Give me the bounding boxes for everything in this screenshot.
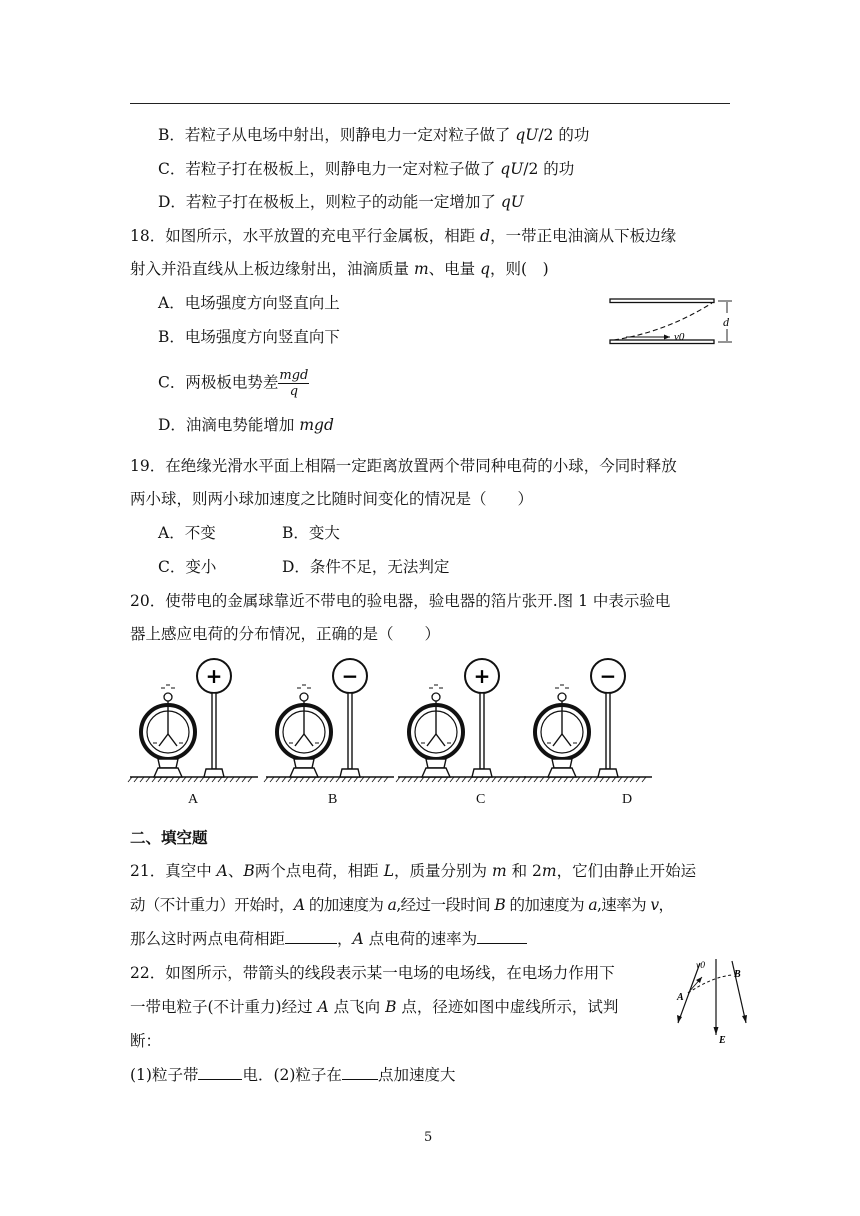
q22-stem-line1: 22．如图所示，带箭头的线段表示某一电场的电场线，在电场力作用下 bbox=[130, 964, 615, 982]
q18-stem-line2: 射入并沿直线从上板边缘射出，油滴质量 m、电量 q，则( ) bbox=[130, 260, 549, 278]
electroscope-base bbox=[422, 768, 450, 777]
q18-option-b: B．电场强度方向竖直向下 bbox=[158, 328, 340, 346]
q18-option-c: C．两极板电势差 $\frac{\text{mgd}}{q}$ bbox=[158, 368, 309, 399]
mgd-over-q-fraction: $\frac{\text{mgd}}{q}$ bbox=[279, 368, 309, 399]
electroscope-neck bbox=[294, 759, 314, 768]
point-b-label: B bbox=[734, 969, 741, 980]
electroscope-b bbox=[264, 659, 394, 782]
q18-stem-line1: 18．如图所示，水平放置的充电平行金属板，相距 d，一带正电油滴从下板边缘 bbox=[130, 227, 677, 245]
electroscope-knob bbox=[558, 693, 566, 701]
electroscope-neck bbox=[426, 759, 446, 768]
rod-base bbox=[598, 769, 618, 777]
electroscope-base bbox=[548, 768, 576, 777]
ball-charge-sign: − bbox=[599, 664, 617, 688]
answer-blank-speed[interactable] bbox=[477, 929, 527, 944]
insulating-rod bbox=[348, 693, 352, 769]
leaf-left bbox=[553, 734, 562, 746]
point-a-label: A bbox=[677, 992, 684, 1003]
electroscope-c bbox=[396, 659, 526, 782]
q22-stem-line4: (1)粒子带 电．(2)粒子在 点加速度大 bbox=[130, 1066, 456, 1084]
q19-option-c: C．变小 bbox=[158, 558, 217, 576]
q17-option-c: C．若粒子打在极板上，则静电力一定对粒子做了 qU/2 的功 bbox=[158, 160, 575, 178]
leaf-right bbox=[304, 734, 313, 746]
insulating-rod bbox=[606, 693, 610, 769]
answer-blank-distance[interactable] bbox=[285, 929, 337, 944]
leaf-left bbox=[295, 734, 304, 746]
q19-option-a: A．不变 bbox=[158, 524, 216, 542]
ball-charge-sign: + bbox=[473, 664, 491, 688]
insulating-rod bbox=[480, 693, 484, 769]
q18-option-d: D．油滴电势能增加 mgd bbox=[158, 416, 334, 434]
q19-stem-line2: 两小球，则两小球加速度之比随时间变化的情况是（ ） bbox=[130, 490, 534, 508]
header-rule bbox=[130, 103, 730, 104]
ball-charge-sign: + bbox=[205, 664, 223, 688]
rod-base bbox=[472, 769, 492, 777]
electroscope-d bbox=[522, 659, 652, 782]
v0-label: v0 bbox=[696, 961, 705, 971]
q20-stem-line1: 20．使带电的金属球靠近不带电的验电器，验电器的箔片张开.图 1 中表示验电 bbox=[130, 592, 671, 610]
ball-charge-sign: − bbox=[341, 664, 359, 688]
electroscope-neck bbox=[552, 759, 572, 768]
electroscope-figures bbox=[128, 652, 748, 782]
d-label: d bbox=[723, 315, 729, 329]
q17-option-d: D．若粒子打在极板上，则粒子的动能一定增加了 qU bbox=[158, 193, 524, 211]
q20-stem-line2: 器上感应电荷的分布情况，正确的是（ ） bbox=[130, 625, 441, 643]
q19-option-b: B．变大 bbox=[282, 524, 340, 542]
oil-drop-path bbox=[614, 303, 712, 340]
leaf-right bbox=[436, 734, 445, 746]
q21-stem-line1: 21．真空中 A、B两个点电荷，相距 L，质量分别为 m 和 2m，它们由静止开始运 bbox=[130, 862, 697, 880]
lower-plate bbox=[610, 340, 714, 344]
field-line-left-arrowhead bbox=[677, 1015, 682, 1023]
velocity-arrowhead bbox=[664, 335, 670, 340]
figure-label-b: B bbox=[328, 792, 338, 807]
section-heading: 二、填空题 bbox=[130, 828, 208, 847]
q19-stem-line1: 19．在绝缘光滑水平面上相隔一定距离放置两个带同种电荷的小球，今同时释放 bbox=[130, 457, 677, 475]
q22-stem-line3: 断： bbox=[130, 1032, 162, 1050]
leaf-right bbox=[168, 734, 177, 746]
parallel-plates-figure bbox=[606, 296, 736, 348]
electroscope-knob bbox=[300, 693, 308, 701]
figure-label-d: D bbox=[622, 792, 633, 807]
field-lines-figure bbox=[672, 955, 752, 1045]
q18-option-a: A．电场强度方向竖直向上 bbox=[158, 294, 340, 312]
rod-base bbox=[204, 769, 224, 777]
figure-label-a: A bbox=[188, 792, 199, 807]
leaf-left bbox=[159, 734, 168, 746]
q17-option-b: B．若粒子从电场中射出，则静电力一定对粒子做了 qU/2 的功 bbox=[158, 126, 590, 144]
answer-blank-charge[interactable] bbox=[198, 1065, 242, 1080]
upper-plate bbox=[610, 299, 714, 303]
q22-stem-line2: 一带电粒子(不计重力)经过 A 点飞向 B 点，径迹如图中虚线所示，试判 bbox=[130, 998, 619, 1016]
electroscope-knob bbox=[432, 693, 440, 701]
rod-base bbox=[340, 769, 360, 777]
v0-arrowhead bbox=[696, 977, 702, 983]
electroscope-base bbox=[290, 768, 318, 777]
v0-label: v0 bbox=[674, 331, 685, 343]
field-e-label: E bbox=[719, 1035, 726, 1046]
q21-stem-line3: 那么这时两点电荷相距 ，A 点电荷的速率为 bbox=[130, 928, 527, 950]
leaf-left bbox=[427, 734, 436, 746]
leaf-right bbox=[562, 734, 571, 746]
electroscope-a bbox=[128, 659, 258, 782]
field-line-middle-arrowhead bbox=[714, 1027, 719, 1035]
electroscope-neck bbox=[158, 759, 178, 768]
answer-blank-point[interactable] bbox=[342, 1065, 378, 1080]
page-number: 5 bbox=[424, 1130, 433, 1145]
q19-option-d: D．条件不足，无法判定 bbox=[282, 558, 450, 576]
q21-stem-line2: 动（不计重力）开始时，A 的加速度为 a,经过一段时间 B 的加速度为 a,速率为 v， bbox=[130, 896, 674, 914]
figure-label-c: C bbox=[476, 792, 486, 807]
electroscope-base bbox=[154, 768, 182, 777]
insulating-rod bbox=[212, 693, 216, 769]
electroscope-knob bbox=[164, 693, 172, 701]
